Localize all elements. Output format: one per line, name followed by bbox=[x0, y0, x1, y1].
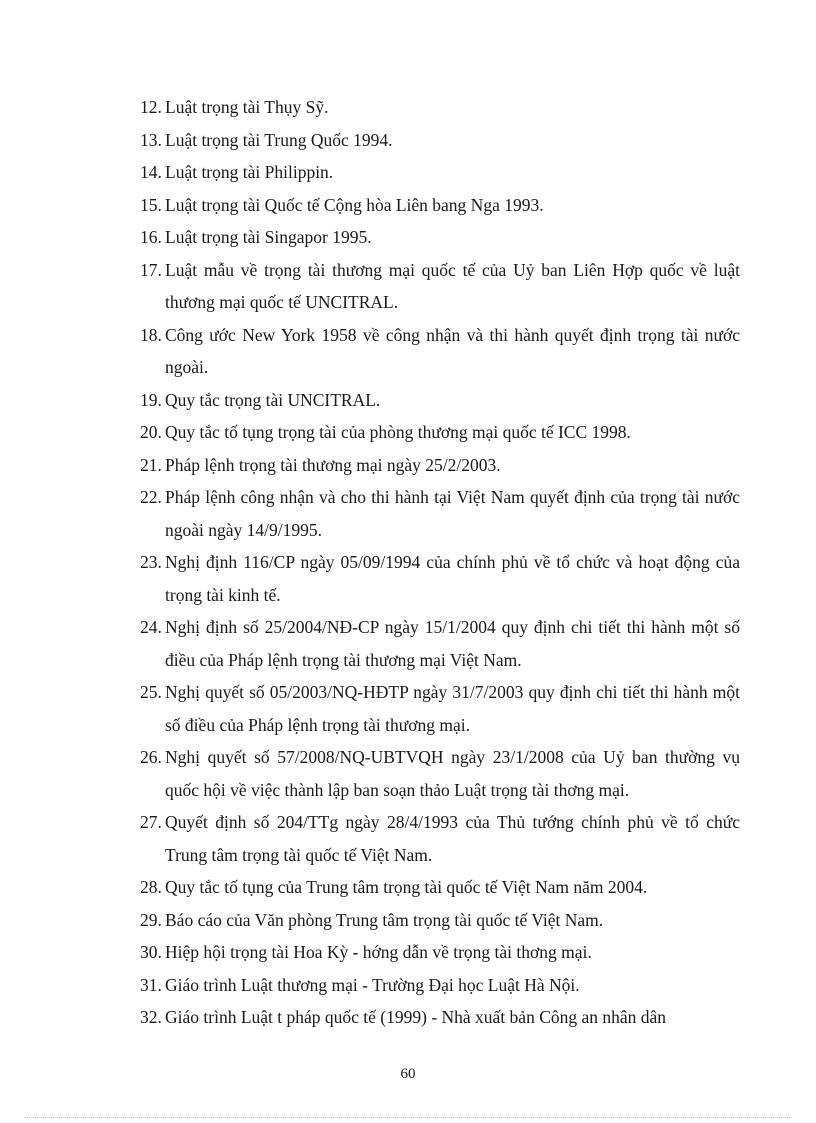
reference-number: 22. bbox=[140, 487, 162, 507]
reference-item bbox=[140, 546, 740, 611]
reference-number: 17. bbox=[140, 259, 162, 280]
reference-text: Luật mẫu về trọng tài thương mại quốc tế của Uỷ ban Liên Hợp quốc về luật thương mại quốc tế UNCITRAL. bbox=[165, 259, 740, 312]
reference-item bbox=[140, 416, 740, 449]
reference-text: Quyết định số 204/TTg ngày 28/4/1993 của Thủ tướng chính phủ về tổ chức Trung tâm trọng tài quốc tế Việt Nam. bbox=[165, 812, 740, 865]
reference-text: Quy tắc trọng tài UNCITRAL. bbox=[165, 389, 381, 410]
reference-item bbox=[140, 124, 740, 157]
reference-item bbox=[140, 676, 740, 741]
reference-item bbox=[140, 254, 740, 319]
reference-number: 16. bbox=[140, 227, 162, 247]
reference-item bbox=[140, 904, 740, 937]
reference-text: Nghị định 116/CP ngày 05/09/1994 của chính phủ về tổ chức và hoạt động của trọng tài kinh tế. bbox=[165, 552, 740, 605]
reference-number: 13. bbox=[140, 129, 162, 150]
reference-item bbox=[140, 481, 740, 546]
reference-text: Công ước New York 1958 về công nhận và thi hành quyết định trọng tài nước ngoài. bbox=[165, 324, 740, 377]
reference-text: Giáo trình Luật t pháp quốc tế (1999) - Nhà xuất bản Công an nhân dân bbox=[165, 1007, 667, 1027]
page-bottom-border bbox=[24, 1117, 792, 1118]
reference-number: 28. bbox=[140, 877, 162, 897]
reference-text: Luật trọng tài Singapor 1995. bbox=[165, 227, 372, 247]
reference-item bbox=[140, 936, 740, 969]
reference-item bbox=[140, 806, 740, 871]
reference-number: 25. bbox=[140, 682, 162, 702]
reference-text: Quy tắc tố tụng của Trung tâm trọng tài quốc tế Việt Nam năm 2004. bbox=[165, 877, 648, 897]
reference-item bbox=[140, 189, 740, 222]
reference-item bbox=[140, 384, 740, 417]
reference-item bbox=[140, 221, 740, 254]
reference-item bbox=[140, 969, 740, 1002]
reference-number: 15. bbox=[140, 194, 162, 215]
reference-text: Giáo trình Luật thương mại - Trường Đại học Luật Hà Nội. bbox=[165, 974, 580, 995]
reference-number: 26. bbox=[140, 747, 162, 767]
reference-text: Luật trọng tài Philippin. bbox=[165, 162, 334, 182]
reference-text: Nghị quyết số 57/2008/NQ-UBTVQH ngày 23/1/2008 của Uỷ ban thường vụ quốc hội về việc thành lập ban soạn thảo Luật trọng tài thơng mại. bbox=[165, 747, 740, 800]
reference-text: Pháp lệnh công nhận và cho thi hành tại Việt Nam quyết định của trọng tài nước ngoài ngày 14/9/1995. bbox=[165, 487, 740, 540]
reference-number: 12. bbox=[140, 97, 162, 117]
reference-text: Nghị quyết số 05/2003/NQ-HĐTP ngày 31/7/2003 quy định chi tiết thi hành một số điều của Pháp lệnh trọng tài thương mại. bbox=[165, 682, 740, 735]
reference-item bbox=[140, 156, 740, 189]
reference-item bbox=[140, 449, 740, 482]
reference-number: 20. bbox=[140, 422, 162, 442]
reference-item bbox=[140, 741, 740, 806]
reference-number: 31. bbox=[140, 974, 162, 995]
reference-text: Luật trọng tài Thụy Sỹ. bbox=[165, 97, 329, 117]
reference-number: 32. bbox=[140, 1007, 162, 1027]
reference-text: Hiệp hội trọng tài Hoa Kỳ - hớng dẫn về trọng tài thơng mại. bbox=[165, 942, 592, 962]
reference-text: Pháp lệnh trọng tài thương mại ngày 25/2/2003. bbox=[165, 454, 501, 475]
reference-number: 14. bbox=[140, 162, 162, 182]
reference-number: 23. bbox=[140, 552, 162, 572]
reference-item bbox=[140, 871, 740, 904]
reference-number: 30. bbox=[140, 942, 162, 962]
reference-list bbox=[140, 91, 740, 1034]
reference-item bbox=[140, 1001, 740, 1034]
reference-item bbox=[140, 91, 740, 124]
reference-text: Báo cáo của Văn phòng Trung tâm trọng tài quốc tế Việt Nam. bbox=[165, 909, 604, 930]
reference-text: Quy tắc tố tụng trọng tài của phòng thương mại quốc tế ICC 1998. bbox=[165, 422, 631, 442]
page-number: 60 bbox=[400, 1066, 416, 1082]
reference-text: Luật trọng tài Quốc tế Cộng hòa Liên bang Nga 1993. bbox=[165, 194, 544, 215]
reference-item bbox=[140, 611, 740, 676]
reference-text: Luật trọng tài Trung Quốc 1994. bbox=[165, 129, 393, 150]
reference-number: 21. bbox=[140, 454, 162, 475]
reference-item bbox=[140, 319, 740, 384]
reference-number: 19. bbox=[140, 389, 162, 410]
reference-number: 18. bbox=[140, 324, 162, 345]
reference-number: 29. bbox=[140, 909, 162, 930]
reference-number: 27. bbox=[140, 812, 162, 832]
reference-number: 24. bbox=[140, 617, 162, 637]
reference-text: Nghị định số 25/2004/NĐ-CP ngày 15/1/2004 quy định chi tiết thi hành một số điều của Pháp lệnh trọng tài thương mại Việt Nam. bbox=[165, 617, 740, 670]
